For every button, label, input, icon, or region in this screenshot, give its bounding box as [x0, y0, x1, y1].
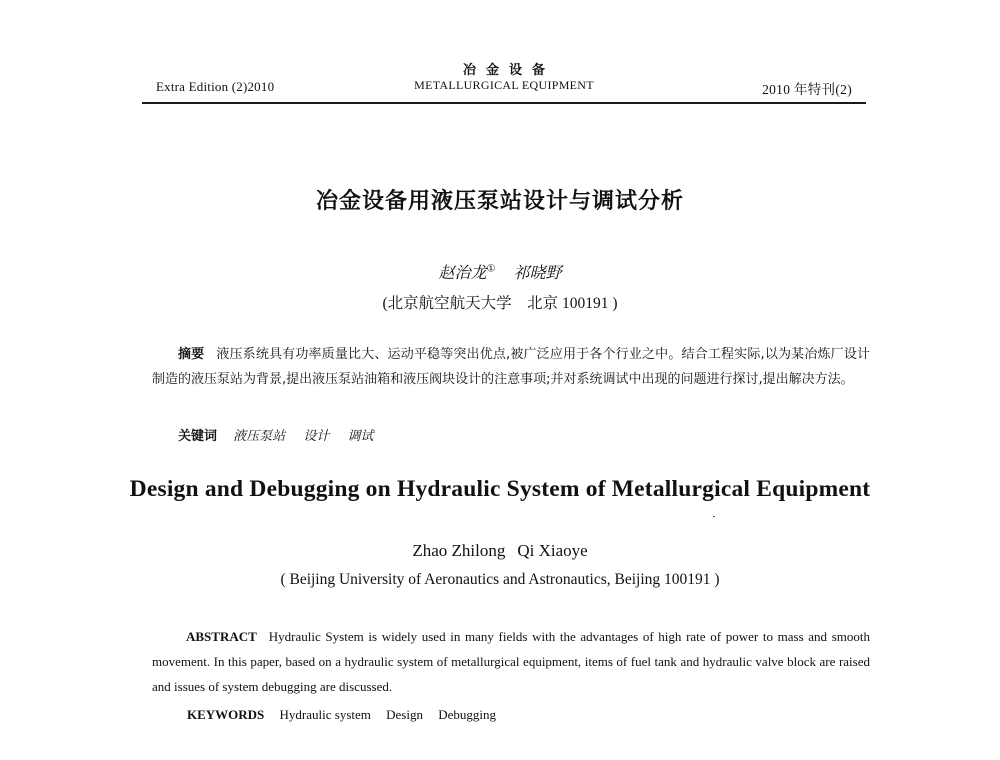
- header-journal: [142, 62, 866, 93]
- authors-en: [0, 541, 1000, 561]
- header-edition: Extra Edition (2)2010: [156, 79, 275, 94]
- header-issue: 2010 年特刊(2): [762, 82, 852, 97]
- title-cn: 冶金设备用液压泵站设计与调试分析: [315, 189, 684, 214]
- abstract-cn: [152, 342, 870, 392]
- keyword-cn: 设计: [303, 429, 330, 444]
- abstract-en-text: Hydraulic System is widely used in many fields with the advantages of high rate of power to mass and smooth movement. In this paper, based on a hydraulic system of metallurgical equipment, items of fuel tank and hydraulic valve block are raised and issues of system debugging are discussed.: [152, 629, 870, 694]
- abstract-en: [152, 624, 870, 699]
- header-journal-en: METALLURGICAL EQUIPMENT: [414, 78, 594, 92]
- author-cn-1-footnote-mark: ①: [486, 263, 496, 275]
- author-cn-2: 祁晓野: [513, 265, 562, 282]
- author-cn-1: 赵治龙: [438, 265, 487, 282]
- abstract-cn-text: 液压系统具有功率质量比大、运动平稳等突出优点,被广泛应用于各个行业之中。结合工程实际,以为某冶炼厂设计制造的液压泵站为背景,提出液压泵站油箱和液压阀块设计的注意事项;并对系统调试中出现的问题进行探讨,提出解决方法。: [152, 347, 870, 387]
- authors-cn: [0, 260, 1000, 283]
- affiliation-cn: (北京航空航天大学 北京 100191 ): [382, 295, 618, 312]
- affiliation-en: ( Beijing University of Aeronautics and Astronautics, Beijing 100191 ): [280, 571, 720, 588]
- running-header: [142, 50, 866, 104]
- header-journal-cn: 冶金设备: [462, 62, 555, 77]
- author-en-1: Zhao Zhilong: [412, 541, 506, 560]
- keywords-cn-label: 关键词: [178, 429, 218, 444]
- keywords-cn: [178, 425, 387, 444]
- keywords-en: [187, 707, 508, 723]
- keywords-en-label: KEYWORDS: [187, 707, 265, 722]
- keyword-en: Design: [386, 707, 423, 722]
- abstract-cn-label: 摘要: [178, 347, 205, 362]
- author-en-2: Qi Xiaoye: [517, 541, 588, 560]
- scan-speck: [713, 516, 715, 517]
- abstract-en-label: ABSTRACT: [186, 629, 257, 644]
- keyword-en: Debugging: [438, 707, 497, 722]
- keyword-cn: 液压泵站: [233, 429, 286, 444]
- title-en: Design and Debugging on Hydraulic System of Metallurgical Equipment: [129, 476, 871, 502]
- keyword-cn: 调试: [347, 429, 374, 444]
- keyword-en: Hydraulic system: [279, 707, 371, 722]
